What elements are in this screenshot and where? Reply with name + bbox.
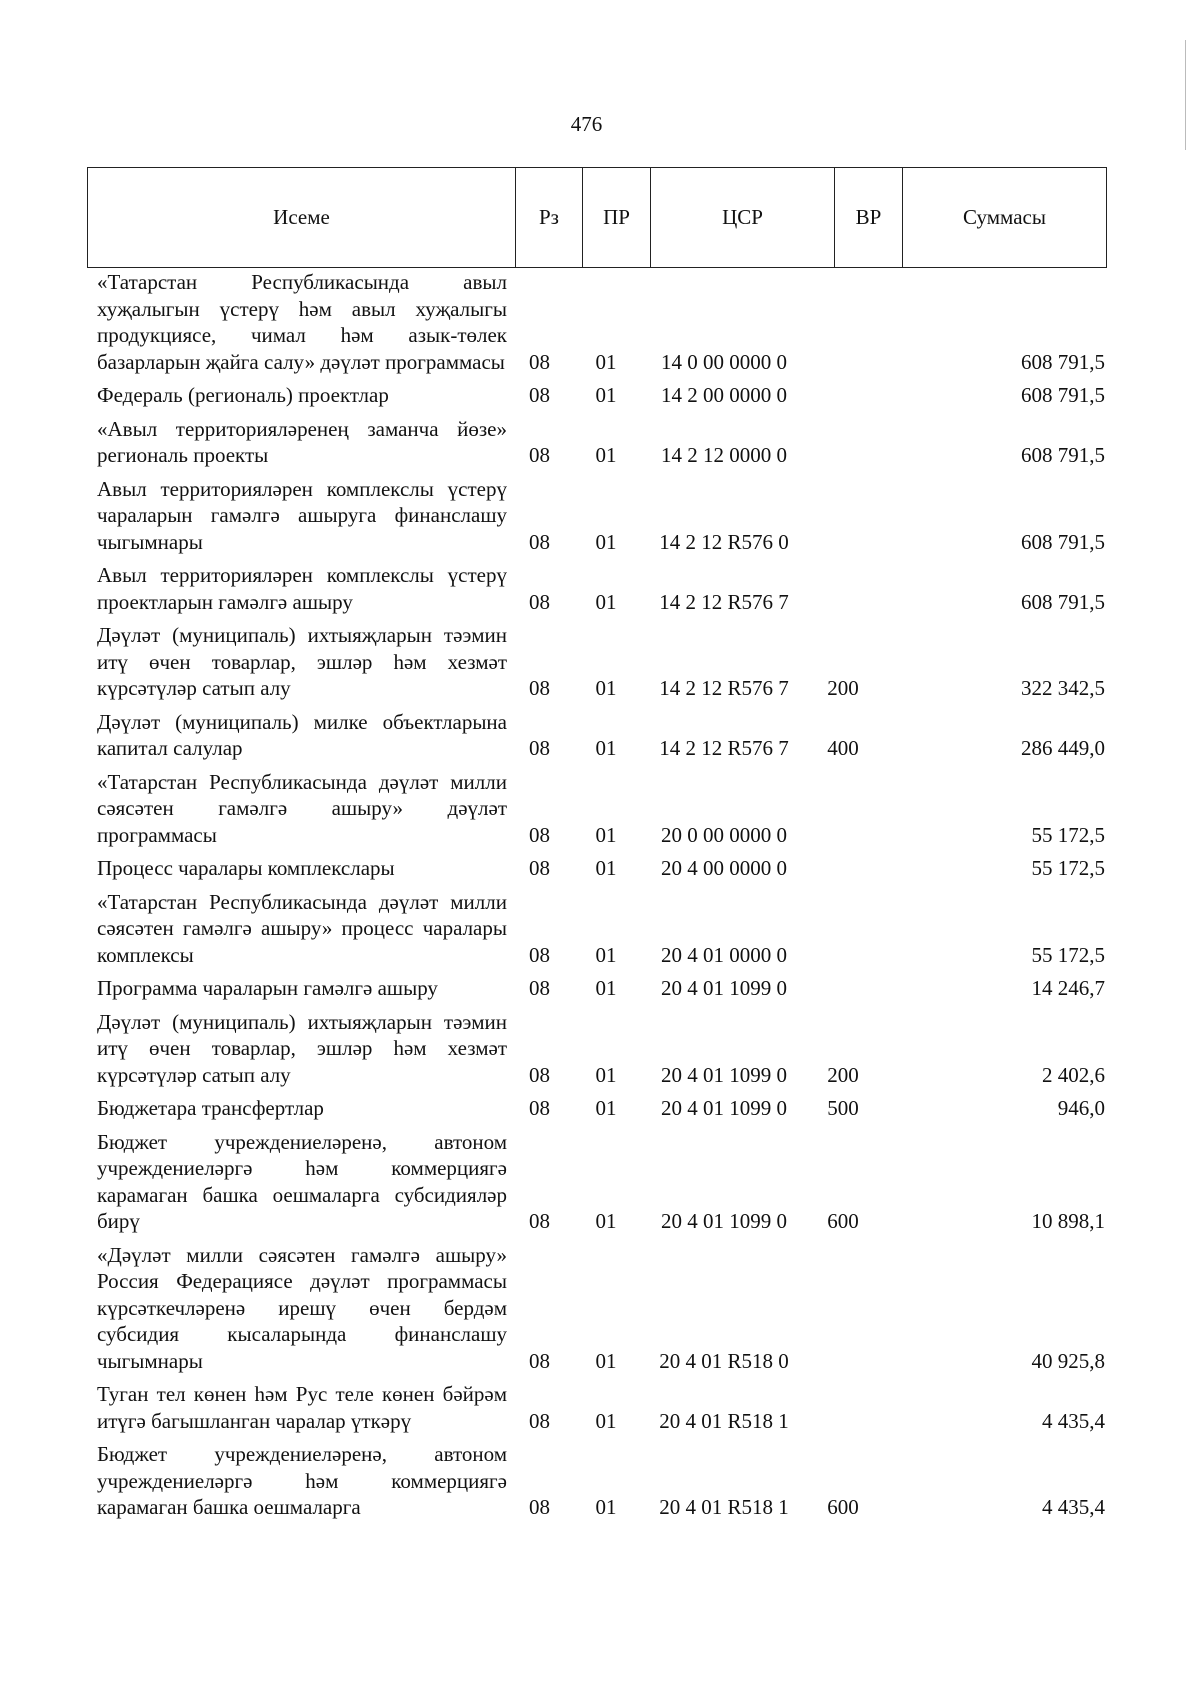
row-csr: 14 0 00 0000 0 [661, 349, 787, 374]
row-rz: 08 [529, 1209, 550, 1233]
row-pr: 01 [595, 589, 617, 614]
header-vr: ВР [835, 168, 903, 268]
row-pr: 01 [595, 529, 617, 554]
row-name: «Татарстан Республикасында дәүләт милли сәясәтен гамәлгә ашыру» дәүләт программасы [97, 769, 507, 847]
row-csr: 20 4 01 1099 0 [661, 976, 787, 1000]
row-sum: 55 172,5 [1031, 942, 1105, 967]
row-name: Бюджет учреждениеләренә, автоном учреждениеләргә һәм коммерциягә карамаган башка оешмаларга [97, 1442, 507, 1519]
table-row [97, 1009, 1109, 1089]
table-row [97, 562, 1109, 615]
row-csr: 20 0 00 0000 0 [661, 822, 787, 847]
row-pr: 01 [595, 1096, 617, 1120]
row-name: «Татарстан Республикасында авыл хуҗалыгын үстерү һәм авыл хуҗалыгы продукциясе, чимал һәм азык-төлек базарларын җайга салу» дәүләт программасы [97, 270, 507, 374]
row-sum: 55 172,5 [1031, 822, 1105, 847]
page-number: 476 [570, 112, 603, 136]
header-sum: Суммасы [903, 168, 1107, 268]
row-name: «Татарстан Республикасында дәүләт милли сәясәтен гамәлгә ашыру» процесс чаралары комплексы [97, 889, 507, 967]
row-csr: 20 4 00 0000 0 [661, 856, 787, 880]
row-sum: 10 898,1 [1031, 1209, 1105, 1233]
row-rz: 08 [529, 529, 550, 554]
row-name: Авыл территорияләрен комплекслы үстерү чараларын гамәлгә ашыруга финанслашу чыгымнары [97, 476, 507, 554]
table-row [97, 1242, 1109, 1375]
row-rz: 08 [529, 856, 550, 880]
row-pr: 01 [595, 856, 617, 880]
row-name: Дәүләт (муниципаль) милке объектларына капитал салулар [97, 709, 507, 760]
row-pr: 01 [595, 736, 617, 760]
row-csr: 20 4 01 1099 0 [661, 1096, 787, 1120]
table-row [97, 889, 1109, 969]
table-row [97, 709, 1109, 762]
table-row [97, 622, 1109, 702]
row-rz: 08 [529, 822, 550, 847]
row-name: Бюджет учреждениеләренә, автоном учреждениеләргә һәм коммерциягә карамаган башка оешмаларга субсидияләр бирү [97, 1129, 507, 1233]
row-sum: 40 925,8 [1031, 1348, 1105, 1373]
row-vr: 600 [827, 1495, 859, 1519]
row-pr: 01 [595, 349, 617, 374]
table-row [97, 1441, 1109, 1521]
row-sum: 4 435,4 [1042, 1408, 1105, 1433]
header-rz: Рз [516, 168, 583, 268]
row-sum: 4 435,4 [1042, 1495, 1105, 1519]
row-csr: 20 4 01 1099 0 [661, 1209, 787, 1233]
row-pr: 01 [595, 383, 617, 407]
row-sum: 286 449,0 [1021, 736, 1105, 760]
row-rz: 08 [529, 676, 550, 700]
table-row [97, 1129, 1109, 1235]
row-vr: 600 [827, 1209, 859, 1233]
row-pr: 01 [595, 942, 617, 967]
row-rz: 08 [529, 443, 550, 467]
row-sum: 946,0 [1057, 1096, 1105, 1120]
row-csr: 14 2 12 R576 7 [659, 589, 789, 614]
row-csr: 14 2 12 0000 0 [661, 443, 787, 467]
table-row [97, 1381, 1109, 1434]
row-csr: 14 2 12 R576 0 [659, 529, 789, 554]
row-sum: 14 246,7 [1031, 976, 1105, 1000]
row-name: Процесс чаралары комплекслары [97, 856, 395, 880]
row-sum: 608 791,5 [1021, 349, 1105, 374]
row-pr: 01 [595, 1062, 617, 1087]
header-name: Исеме [88, 168, 516, 268]
row-sum: 608 791,5 [1021, 589, 1105, 614]
row-name: «Дәүләт милли сәясәтен гамәлгә ашыру» Россия Федерациясе дәүләт программасы күрсәткечләренә ирешү өчен бердәм субсидия кысаларында финанслашу чыгымнары [97, 1242, 507, 1373]
row-csr: 20 4 01 R518 1 [659, 1408, 789, 1433]
row-rz: 08 [529, 349, 550, 374]
table-row [97, 269, 1109, 375]
row-name: Дәүләт (муниципаль) ихтыяҗларын тәэмин итү өчен товарлар, эшләр һәм хезмәт күрсәтүләр сатып алу [97, 1009, 507, 1087]
row-rz: 08 [529, 1495, 550, 1519]
row-name: Туган тел көнен һәм Рус теле көнен бәйрәм итүгә багышланган чаралар үткәрү [97, 1382, 507, 1433]
table-row [97, 416, 1109, 469]
row-vr: 200 [827, 1062, 859, 1087]
row-csr: 20 4 01 1099 0 [661, 1062, 787, 1087]
row-vr: 400 [827, 736, 859, 760]
table-row [97, 382, 1109, 409]
row-sum: 55 172,5 [1031, 856, 1105, 880]
row-csr: 20 4 01 R518 1 [659, 1495, 789, 1519]
row-vr: 200 [827, 676, 859, 700]
row-name: Программа чараларын гамәлгә ашыру [97, 976, 438, 1000]
header-pr: ПР [583, 168, 651, 268]
row-pr: 01 [595, 822, 617, 847]
row-csr: 20 4 01 R518 0 [659, 1348, 789, 1373]
row-rz: 08 [529, 736, 550, 760]
row-name: «Авыл территорияләренең заманча йөзе» региональ проекты [97, 416, 507, 467]
table-body [97, 269, 1109, 1528]
row-csr: 20 4 01 0000 0 [661, 942, 787, 967]
table-row [97, 855, 1109, 882]
row-csr: 14 2 00 0000 0 [661, 383, 787, 407]
row-pr: 01 [595, 443, 617, 467]
row-sum: 608 791,5 [1021, 443, 1105, 467]
header-csr: ЦСР [651, 168, 835, 268]
row-name: Бюджетара трансфертлар [97, 1096, 324, 1120]
row-sum: 2 402,6 [1042, 1062, 1105, 1087]
row-sum: 608 791,5 [1021, 383, 1105, 407]
row-sum: 322 342,5 [1021, 676, 1105, 700]
row-rz: 08 [529, 589, 550, 614]
row-rz: 08 [529, 1408, 550, 1433]
row-csr: 14 2 12 R576 7 [659, 736, 789, 760]
row-name: Федераль (региональ) проектлар [97, 383, 389, 407]
row-rz: 08 [529, 1348, 550, 1373]
row-rz: 08 [529, 1096, 550, 1120]
row-pr: 01 [595, 1495, 617, 1519]
table-row [97, 1095, 1109, 1122]
row-pr: 01 [595, 1408, 617, 1433]
row-rz: 08 [529, 942, 550, 967]
row-csr: 14 2 12 R576 7 [659, 676, 789, 700]
row-sum: 608 791,5 [1021, 529, 1105, 554]
row-pr: 01 [595, 1348, 617, 1373]
table-row [97, 975, 1109, 1002]
row-rz: 08 [529, 976, 550, 1000]
row-rz: 08 [529, 1062, 550, 1087]
row-pr: 01 [595, 976, 617, 1000]
row-pr: 01 [595, 1209, 617, 1233]
table-row [97, 769, 1109, 849]
table-row [97, 476, 1109, 556]
row-name: Дәүләт (муниципаль) ихтыяҗларын тәэмин итү өчен товарлар, эшләр һәм хезмәт күрсәтүләр сатып алу [97, 623, 507, 700]
row-pr: 01 [595, 676, 617, 700]
table-header [87, 167, 1107, 268]
row-rz: 08 [529, 383, 550, 407]
row-vr: 500 [827, 1096, 859, 1120]
row-name: Авыл территорияләрен комплекслы үстерү проектларын гамәлгә ашыру [97, 563, 507, 614]
scan-edge-mark [1185, 40, 1186, 150]
